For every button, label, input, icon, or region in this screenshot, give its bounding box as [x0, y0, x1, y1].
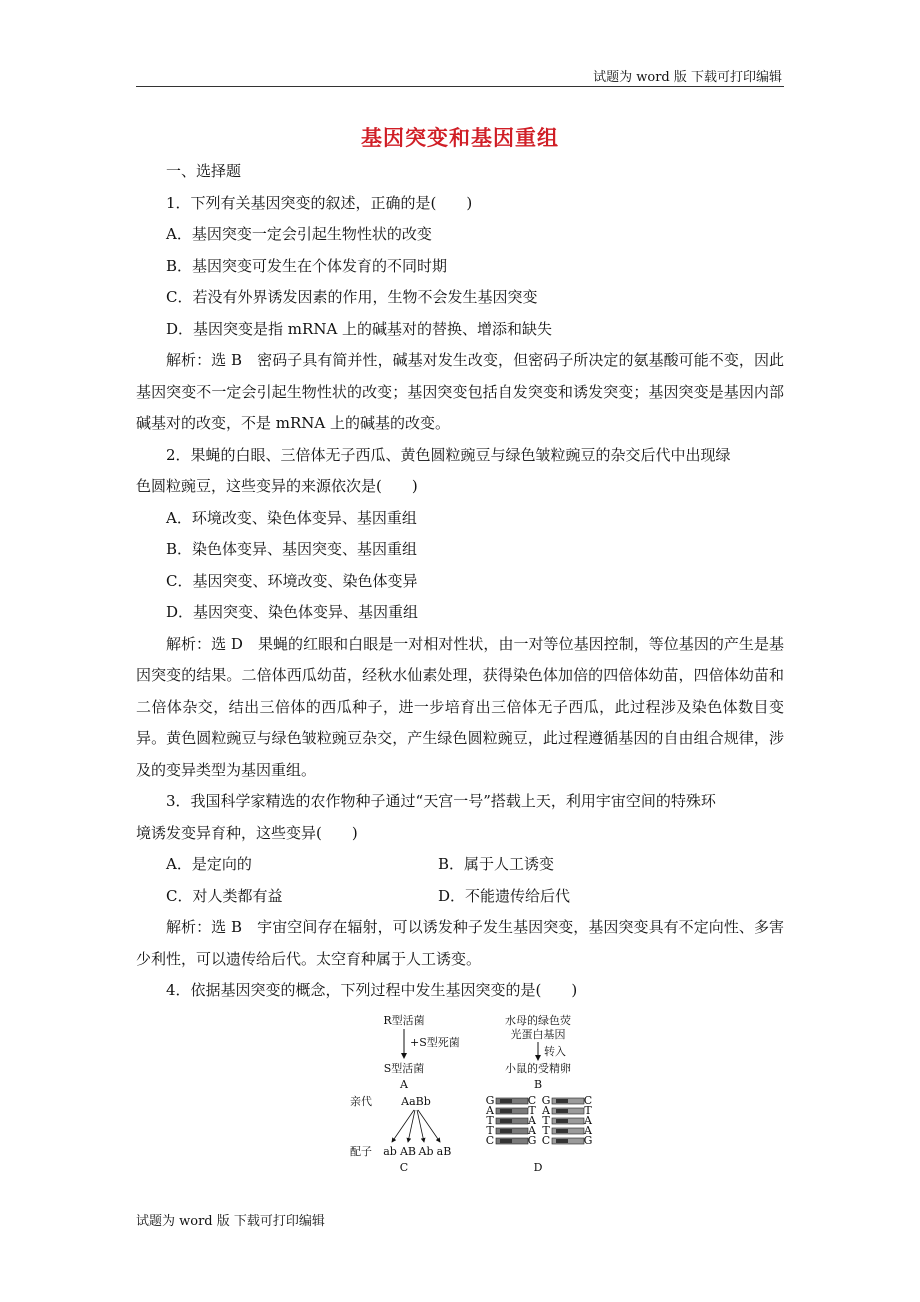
fig-c-line-2	[408, 1110, 415, 1142]
fig-d-base: A	[528, 1114, 536, 1127]
fig-a-label: A	[400, 1078, 408, 1091]
fig-b-top1: 水母的绿色荧	[505, 1014, 571, 1027]
fig-c-gamete-4: aB	[436, 1145, 452, 1158]
q1-option-d: D．基因突变是指 mRNA 上的碱基对的替换、增添和缺失	[166, 319, 553, 338]
fig-d-base: G	[541, 1094, 551, 1107]
fig-d-base: A	[542, 1104, 550, 1117]
q3-option-d: D．不能遗传给后代	[438, 886, 571, 905]
page-title: 基因突变和基因重组	[361, 125, 559, 150]
fig-d-dna	[485, 1094, 593, 1147]
fig-d-base: A	[584, 1114, 592, 1127]
header-rule	[136, 86, 784, 87]
fig-d-base: T	[584, 1104, 592, 1117]
q4-stem: 4．依据基因突变的概念，下列过程中发生基因突变的是( )	[166, 981, 578, 999]
fig-a-bottom: S型活菌	[383, 1062, 425, 1075]
fig-d-base-pair-shade	[500, 1109, 512, 1113]
fig-d-base: A	[486, 1104, 494, 1117]
fig-d-base-pair-shade	[556, 1119, 568, 1123]
page-header: 试题为 word 版 下载可打印编辑	[593, 70, 782, 85]
fig-d-base: G	[527, 1134, 537, 1147]
fig-c-gamete-1: ab	[383, 1145, 397, 1158]
document-body	[136, 156, 784, 1007]
fig-d-base: C	[485, 1134, 495, 1147]
q3-analysis: 解析：选 B 宇宙空间存在辐射，可以诱发种子发生基因突变，基因突变具有不定向性、多害少利性，可以遗传给后代。太空育种属于人工诱变。	[136, 918, 784, 968]
fig-a-top: R型活菌	[383, 1014, 425, 1027]
fig-d-base: T	[528, 1104, 536, 1117]
q4-figure	[330, 1012, 620, 1184]
fig-c-line-4	[418, 1110, 440, 1142]
fig-d-base: C	[541, 1134, 551, 1147]
fig-d-base-pair-shade	[556, 1099, 568, 1103]
q1-option-b: B．基因突变可发生在个体发育的不同时期	[166, 256, 448, 275]
fig-d-base: T	[486, 1114, 494, 1127]
q2-option-a: A．环境改变、染色体变异、基因重组	[166, 508, 417, 527]
q1-option-c: C．若没有外界诱发因素的作用，生物不会发生基因突变	[166, 288, 538, 306]
fig-d-base: T	[542, 1124, 550, 1137]
fig-d-base: A	[584, 1124, 592, 1137]
fig-b-bottom: 小鼠的受精卵	[505, 1062, 571, 1075]
fig-d-base-pair-shade	[556, 1109, 568, 1113]
fig-d-base: G	[485, 1094, 495, 1107]
fig-d-base-pair-shade	[500, 1119, 512, 1123]
fig-d-base: C	[583, 1094, 593, 1107]
q3-option-c: C．对人类都有益	[166, 886, 283, 905]
q3-stem-line2: 境诱发变异育种，这些变异( )	[136, 823, 358, 842]
fig-d-base-pair-shade	[500, 1139, 512, 1143]
fig-a-arrow-label: +S型死菌	[410, 1036, 460, 1049]
fig-d-label: D	[533, 1161, 543, 1174]
section-heading: 一、选择题	[166, 162, 242, 180]
q2-stem-line1: 2．果蝇的白眼、三倍体无子西瓜、黄色圆粒豌豆与绿色皱粒豌豆的杂交后代中出现绿	[166, 445, 731, 464]
fig-d-base-pair-shade	[556, 1129, 568, 1133]
fig-d-base-pair-shade	[500, 1129, 512, 1133]
fig-c-label: C	[399, 1161, 409, 1174]
fig-d-base: T	[486, 1124, 494, 1137]
q3-options-row2	[136, 881, 784, 913]
fig-d-base: G	[583, 1134, 593, 1147]
q2-option-c: C．基因突变、环境改变、染色体变异	[166, 571, 418, 590]
q3-options-row1	[136, 849, 784, 881]
q1-stem: 1．下列有关基因突变的叙述，正确的是( )	[166, 193, 473, 212]
fig-c-gamete-3: Ab	[418, 1145, 434, 1158]
q2-stem-line2: 色圆粒豌豆，这些变异的来源依次是( )	[136, 477, 418, 495]
q1-option-a: A．基因突变一定会引起生物性状的改变	[166, 225, 432, 243]
fig-d-base: T	[542, 1114, 550, 1127]
fig-d-base: A	[528, 1124, 536, 1137]
q2-option-b: B．染色体变异、基因突变、基因重组	[166, 540, 418, 558]
fig-b-label: B	[533, 1078, 543, 1091]
page-footer: 试题为 word 版 下载可打印编辑	[136, 1214, 325, 1229]
fig-c-parent: AaBb	[401, 1095, 431, 1108]
fig-d-base: C	[527, 1094, 537, 1107]
fig-c-gamete-2: AB	[399, 1145, 417, 1158]
q2-analysis: 解析：选 D 果蝇的红眼和白眼是一对相对性状，由一对等位基因控制，等位基因的产生是基因突变的结果。二倍体西瓜幼苗，经秋水仙素处理，获得染色体加倍的四倍体幼苗，四倍体幼苗和二倍体杂交，结出三倍体的西瓜种子，进一步培育出三倍体无子西瓜，此过程涉及染色体数目变异。黄色圆粒豌豆与绿色皱粒豌豆杂交，产生绿色圆粒豌豆，此过程遵循基因的自由组合规律，涉及的变异类型为基因重组。	[136, 634, 784, 779]
fig-c-parent-label: 亲代	[350, 1095, 372, 1108]
fig-d-base-pair-shade	[500, 1099, 512, 1103]
fig-d-base-pair-shade	[556, 1139, 568, 1143]
fig-c-line-3	[417, 1110, 424, 1142]
fig-b-top2: 光蛋白基因	[510, 1028, 566, 1041]
q1-analysis: 解析：选 B 密码子具有简并性，碱基对发生改变，但密码子所决定的氨基酸可能不变，因此基因突变不一定会引起生物性状的改变；基因突变包括自发突变和诱发突变；基因突变是基因内部碱基对的改变，不是 mRNA 上的碱基的改变。	[136, 351, 784, 432]
q2-option-d: D．基因突变、染色体变异、基因重组	[166, 603, 419, 621]
fig-c-line-1	[392, 1110, 414, 1142]
q3-stem-line1: 3．我国科学家精选的农作物种子通过“天宫一号”搭载上天，利用宇宙空间的特殊环	[166, 792, 716, 810]
q4-figure-svg	[330, 1012, 620, 1184]
fig-b-arrow-label: 转入	[544, 1045, 566, 1058]
q3-option-b: B．属于人工诱变	[438, 855, 555, 873]
fig-c-gamete-label: 配子	[350, 1145, 372, 1158]
q3-option-a: A．是定向的	[166, 855, 252, 873]
